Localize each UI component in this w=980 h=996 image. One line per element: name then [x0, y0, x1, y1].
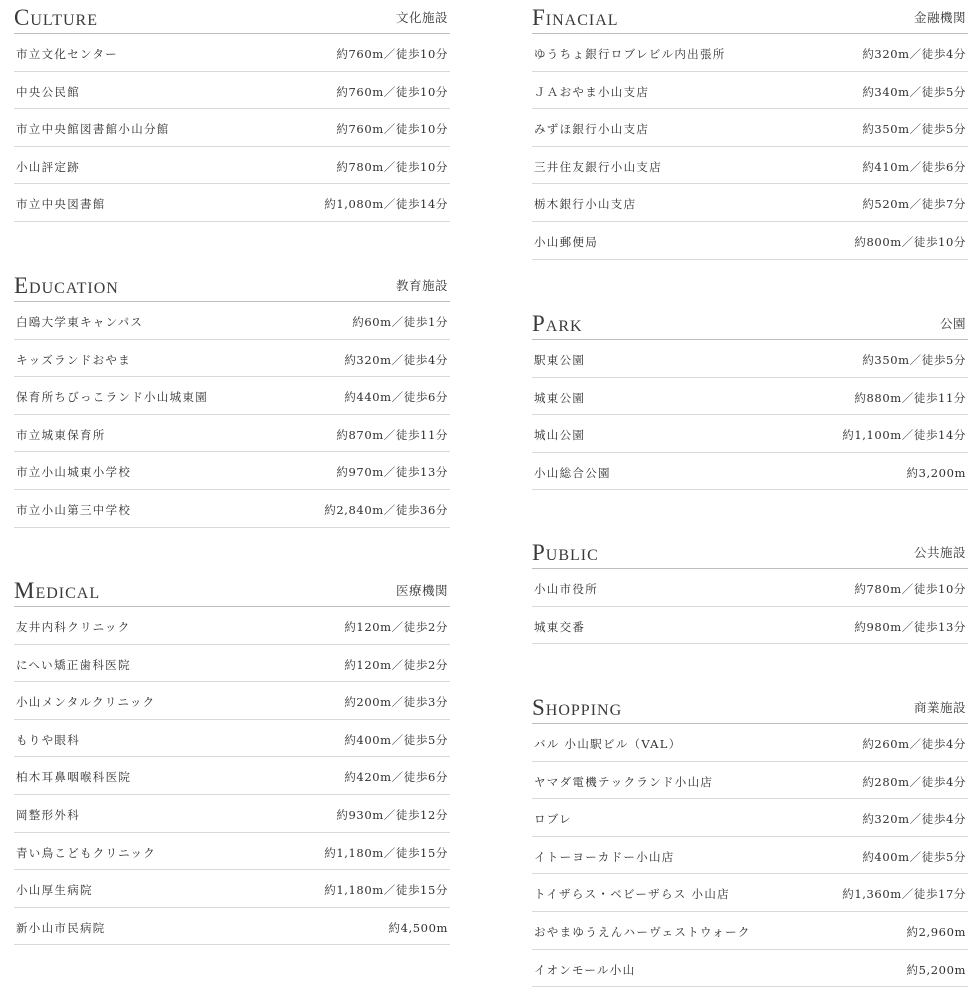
facility-name: 市立城東保育所 — [16, 427, 106, 442]
facility-row — [14, 870, 450, 908]
facility-name: みずほ銀行小山支店 — [534, 122, 650, 137]
facility-name: もりや眼科 — [16, 732, 80, 747]
facility-distance: 約4,500m — [388, 920, 448, 935]
facility-distance: 約1,100m／徒歩14分 — [842, 428, 966, 443]
facility-distance: 約340m／徒歩5分 — [862, 84, 966, 99]
facility-name: 小山総合公園 — [534, 465, 611, 480]
facility-distance: 約760m／徒歩10分 — [336, 122, 448, 137]
culture-section — [14, 0, 450, 222]
facility-name: 保育所ちびっこランド小山城東園 — [16, 390, 208, 405]
facility-row — [14, 302, 450, 340]
facility-distance: 約60m／徒歩1分 — [352, 315, 448, 329]
facility-distance: 約780m／徒歩10分 — [336, 159, 448, 174]
facility-row — [532, 762, 968, 800]
medical-header — [14, 573, 450, 607]
facility-distance: 約350m／徒歩5分 — [862, 122, 966, 137]
facility-row — [532, 147, 968, 185]
facility-distance: 約2,840m／徒歩36分 — [324, 502, 448, 517]
facility-distance: 約980m／徒歩13分 — [854, 619, 966, 634]
facility-row — [14, 415, 450, 453]
facility-row — [532, 184, 968, 222]
facility-name: ＪＡおやま小山支店 — [534, 84, 650, 99]
facility-row — [14, 184, 450, 222]
public-header — [532, 535, 968, 569]
shopping-header — [532, 690, 968, 724]
facility-row — [532, 72, 968, 110]
facility-name: 柏木耳鼻咽喉科医院 — [16, 770, 132, 785]
section-title: Shopping — [532, 695, 623, 720]
facility-list — [532, 724, 968, 987]
education-header — [14, 268, 450, 302]
facility-row — [532, 950, 968, 988]
facility-distance: 約930m／徒歩12分 — [336, 807, 448, 822]
facility-row — [14, 109, 450, 147]
facility-distance: 約3,200m — [906, 465, 966, 480]
facility-row — [532, 415, 968, 453]
park-section — [532, 306, 968, 490]
facility-row — [14, 720, 450, 758]
culture-header — [14, 0, 450, 34]
facility-list — [14, 302, 450, 528]
facility-distance: 約970m／徒歩13分 — [336, 465, 448, 480]
facility-row — [532, 340, 968, 378]
facility-distance: 約400m／徒歩5分 — [862, 849, 966, 864]
education-section — [14, 268, 450, 528]
facility-name: 栃木銀行小山支店 — [534, 197, 637, 212]
facility-distance: 約420m／徒歩6分 — [344, 770, 448, 785]
facility-row — [532, 607, 968, 645]
shopping-section — [532, 690, 968, 987]
finacial-section — [532, 0, 968, 260]
section-subtitle: 医療機関 — [395, 583, 448, 598]
facility-distance: 約410m／徒歩6分 — [862, 159, 966, 174]
facility-list — [14, 607, 450, 945]
facility-row — [532, 799, 968, 837]
facility-row — [532, 874, 968, 912]
facility-distance: 約2,960m — [906, 924, 966, 939]
facility-distance: 約320m／徒歩4分 — [862, 812, 966, 827]
section-title: Park — [532, 311, 583, 336]
facility-row — [14, 377, 450, 415]
facility-distance: 約760m／徒歩10分 — [336, 84, 448, 99]
facility-row — [532, 378, 968, 416]
facility-row — [14, 795, 450, 833]
facility-row — [14, 490, 450, 528]
facility-name: ヤマダ電機テックランド小山店 — [534, 774, 714, 789]
facility-name: 市立文化センター — [16, 47, 118, 61]
facility-name: イオンモール小山 — [534, 962, 636, 977]
facility-name: 城東交番 — [534, 619, 586, 634]
section-title: Medical — [14, 578, 101, 603]
facility-list — [532, 34, 968, 260]
facility-name: トイザらス・ベビーザらス 小山店 — [534, 887, 730, 902]
facility-name: 市立中央図書館 — [16, 197, 106, 212]
facility-distance: 約120m／徒歩2分 — [344, 620, 448, 634]
facility-row — [532, 837, 968, 875]
facility-list — [532, 340, 968, 490]
facility-distance: 約320m／徒歩4分 — [344, 352, 448, 367]
facility-name: 三井住友銀行小山支店 — [534, 159, 662, 174]
facility-distance: 約800m／徒歩10分 — [854, 234, 966, 249]
facility-row — [532, 34, 968, 72]
facility-name: 市立中央館図書館小山分館 — [16, 122, 170, 137]
facility-name: 青い鳥こどもクリニック — [16, 845, 157, 860]
facility-row — [532, 453, 968, 491]
facility-distance: 約780m／徒歩10分 — [854, 582, 966, 596]
medical-section — [14, 573, 450, 945]
facility-name: 友井内科クリニック — [16, 620, 131, 634]
section-subtitle: 公共施設 — [913, 545, 966, 560]
facility-row — [14, 757, 450, 795]
facility-name: にへい矯正歯科医院 — [16, 657, 131, 672]
facility-distance: 約1,360m／徒歩17分 — [842, 887, 966, 902]
facility-row — [532, 912, 968, 950]
facility-name: 市立小山城東小学校 — [16, 465, 132, 480]
facility-name: 中央公民館 — [16, 84, 80, 99]
facility-name: ロブレ — [534, 812, 572, 827]
facility-name: イトーヨーカドー小山店 — [534, 849, 675, 864]
facility-row — [532, 109, 968, 147]
facility-name: 小山郵便局 — [534, 234, 598, 249]
section-subtitle: 金融機関 — [913, 10, 966, 25]
facility-name: 小山メンタルクリニック — [16, 695, 156, 710]
facility-row — [14, 340, 450, 378]
facility-name: 白鴎大学東キャンパス — [16, 315, 144, 329]
facility-distance: 約520m／徒歩7分 — [862, 197, 966, 212]
facility-row — [14, 908, 450, 946]
facility-name: キッズランドおやま — [16, 352, 131, 367]
facility-distance: 約350m／徒歩5分 — [862, 353, 966, 367]
facility-name: 小山評定跡 — [16, 159, 80, 174]
facility-distance: 約1,080m／徒歩14分 — [324, 197, 448, 212]
facility-distance: 約200m／徒歩3分 — [344, 695, 448, 710]
facility-distance: 約1,180m／徒歩15分 — [324, 845, 448, 860]
facility-row — [14, 833, 450, 871]
section-title: Public — [532, 540, 599, 565]
facility-name: 城東公園 — [534, 390, 586, 405]
facility-distance: 約280m／徒歩4分 — [862, 774, 966, 789]
facility-distance: 約870m／徒歩11分 — [336, 427, 448, 442]
public-section — [532, 535, 968, 644]
facility-row — [14, 607, 450, 645]
facility-row — [532, 222, 968, 260]
section-title: Culture — [14, 5, 98, 30]
facility-distance: 約5,200m — [906, 962, 966, 977]
facility-row — [14, 147, 450, 185]
section-subtitle: 教育施設 — [395, 278, 448, 293]
facility-list — [532, 569, 968, 644]
park-header — [532, 306, 968, 340]
facility-row — [14, 72, 450, 110]
facility-name: 市立小山第三中学校 — [16, 502, 132, 517]
facility-row — [14, 452, 450, 490]
section-subtitle: 公園 — [939, 316, 966, 331]
facility-name: バル 小山駅ビル（VAL） — [534, 737, 682, 751]
facility-list — [14, 34, 450, 222]
facility-name: 小山厚生病院 — [16, 883, 93, 898]
section-subtitle: 文化施設 — [395, 10, 448, 25]
facility-name: おやまゆうえんハーヴェストウォーク — [534, 924, 751, 939]
facility-row — [14, 682, 450, 720]
facility-row — [532, 569, 968, 607]
facility-distance: 約1,180m／徒歩15分 — [324, 883, 448, 898]
facility-name: 駅東公園 — [534, 353, 586, 367]
facility-distance: 約880m／徒歩11分 — [854, 390, 966, 405]
facility-row — [14, 34, 450, 72]
facility-row — [14, 645, 450, 683]
facility-name: 小山市役所 — [534, 582, 598, 596]
section-subtitle: 商業施設 — [913, 700, 966, 715]
facility-name: 岡整形外科 — [16, 807, 80, 822]
section-title: Education — [14, 273, 119, 298]
finacial-header — [532, 0, 968, 34]
facility-distance: 約440m／徒歩6分 — [344, 390, 448, 405]
facility-distance: 約760m／徒歩10分 — [336, 47, 448, 61]
facility-distance: 約400m／徒歩5分 — [344, 732, 448, 747]
facility-distance: 約320m／徒歩4分 — [862, 47, 966, 61]
facility-name: 城山公園 — [534, 428, 586, 443]
facility-row — [532, 724, 968, 762]
facility-name: ゆうちょ銀行ロブレビル内出張所 — [534, 47, 726, 61]
facility-distance: 約120m／徒歩2分 — [344, 657, 448, 672]
facility-distance: 約260m／徒歩4分 — [862, 737, 966, 751]
facility-name: 新小山市民病院 — [16, 920, 106, 935]
section-title: Finacial — [532, 5, 619, 30]
